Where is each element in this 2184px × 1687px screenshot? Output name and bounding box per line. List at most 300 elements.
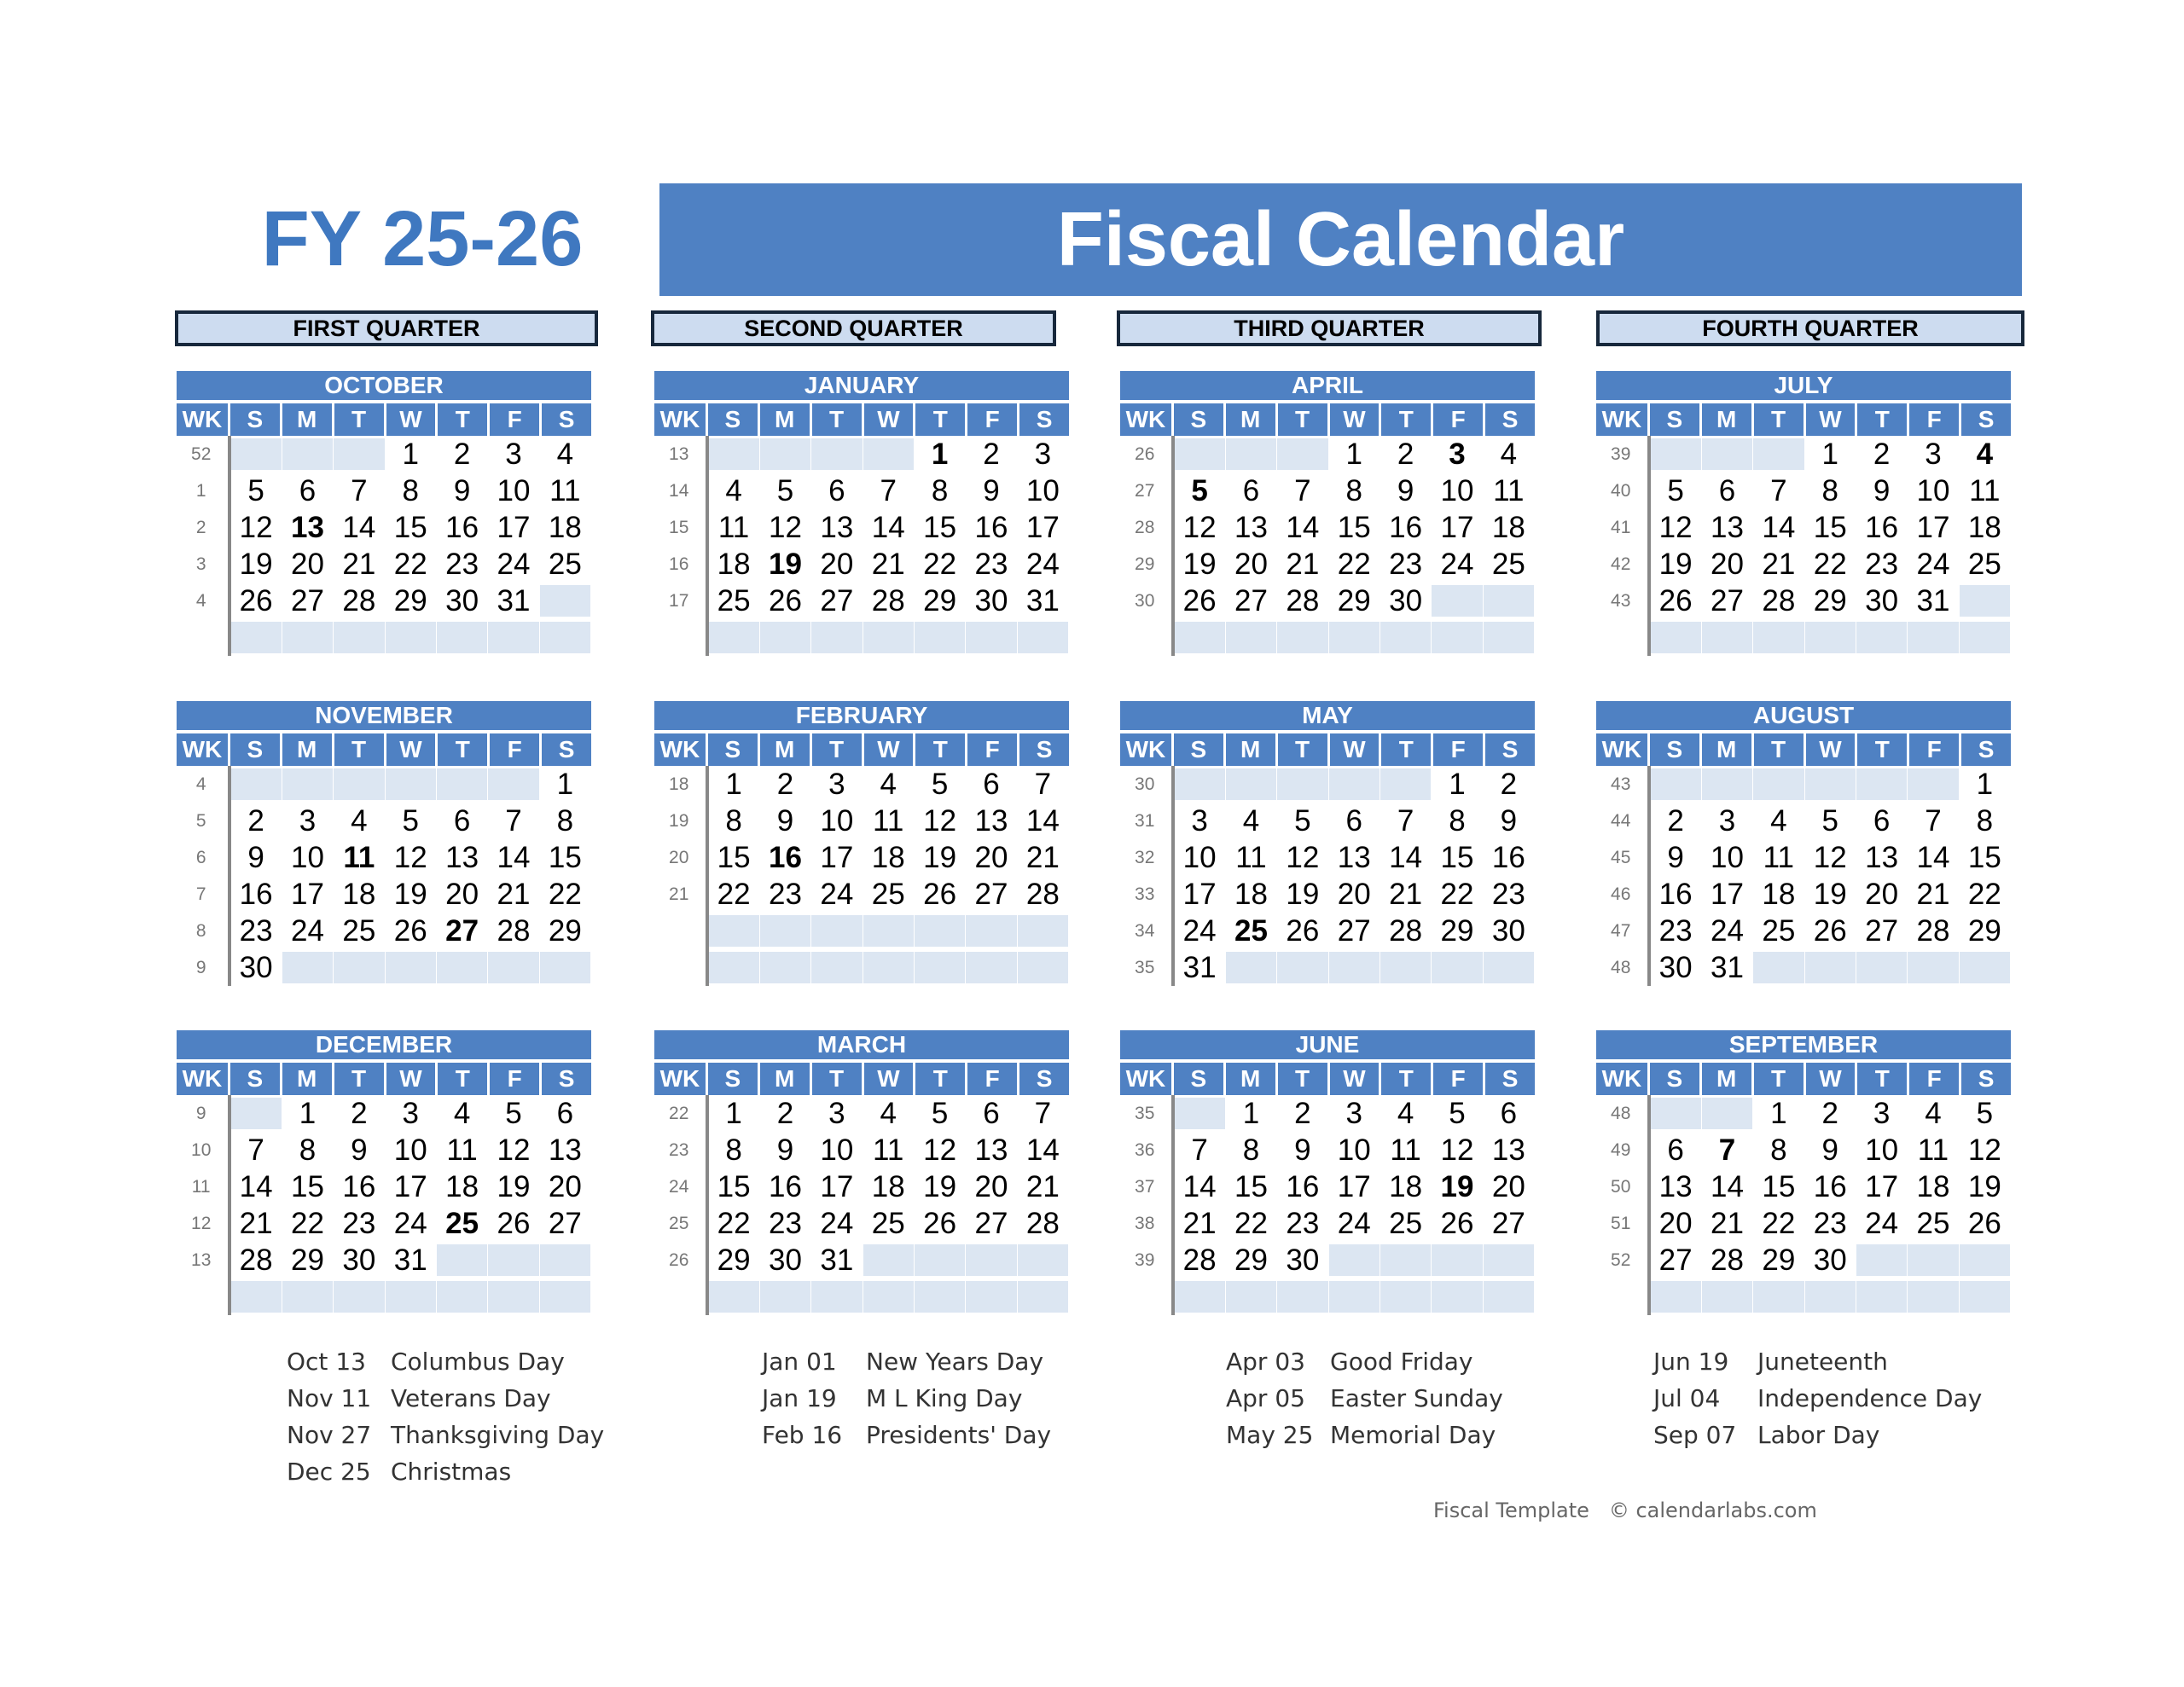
day-cell[interactable]: 1 <box>725 767 742 801</box>
day-cell[interactable]: 30 <box>1389 583 1423 617</box>
day-cell[interactable]: 20 <box>820 547 854 581</box>
day-cell[interactable]: 8 <box>299 1133 317 1167</box>
holiday-day-cell[interactable]: 7 <box>1718 1133 1736 1167</box>
day-cell[interactable]: 24 <box>1865 1206 1899 1240</box>
day-cell[interactable]: 27 <box>1865 913 1899 948</box>
day-cell[interactable]: 23 <box>1389 547 1423 581</box>
day-cell[interactable]: 2 <box>776 767 794 801</box>
day-cell[interactable]: 20 <box>1337 877 1371 911</box>
day-cell[interactable]: 13 <box>1710 510 1744 544</box>
day-cell[interactable]: 29 <box>1813 583 1847 617</box>
day-cell[interactable]: 29 <box>923 583 957 617</box>
day-cell[interactable]: 5 <box>1449 1096 1466 1130</box>
day-cell[interactable]: 11 <box>1235 840 1267 874</box>
day-cell[interactable]: 17 <box>1710 877 1744 911</box>
day-cell[interactable]: 20 <box>1658 1206 1693 1240</box>
day-cell[interactable]: 21 <box>1710 1206 1744 1240</box>
day-cell[interactable]: 16 <box>342 1169 376 1203</box>
day-cell[interactable]: 12 <box>239 510 273 544</box>
day-cell[interactable]: 18 <box>871 840 905 874</box>
day-cell[interactable]: 2 <box>1294 1096 1311 1130</box>
day-cell[interactable]: 18 <box>1916 1169 1950 1203</box>
day-cell[interactable]: 1 <box>402 437 419 471</box>
day-cell[interactable]: 9 <box>983 473 1000 507</box>
day-cell[interactable]: 27 <box>290 583 324 617</box>
day-cell[interactable]: 10 <box>1182 840 1217 874</box>
day-cell[interactable]: 2 <box>776 1096 794 1130</box>
day-cell[interactable]: 20 <box>1865 877 1899 911</box>
day-cell[interactable]: 20 <box>1234 547 1268 581</box>
day-cell[interactable]: 19 <box>239 547 273 581</box>
day-cell[interactable]: 3 <box>299 803 317 838</box>
day-cell[interactable]: 13 <box>445 840 479 874</box>
day-cell[interactable]: 24 <box>497 547 531 581</box>
day-cell[interactable]: 30 <box>1491 913 1525 948</box>
day-cell[interactable]: 3 <box>1925 437 1942 471</box>
day-cell[interactable]: 11 <box>1917 1133 1949 1167</box>
day-cell[interactable]: 11 <box>1969 473 2001 507</box>
holiday-day-cell[interactable]: 27 <box>445 913 479 948</box>
day-cell[interactable]: 16 <box>239 877 273 911</box>
day-cell[interactable]: 3 <box>1718 803 1736 838</box>
day-cell[interactable]: 15 <box>717 1169 751 1203</box>
day-cell[interactable]: 16 <box>1865 510 1899 544</box>
day-cell[interactable]: 24 <box>820 877 854 911</box>
day-cell[interactable]: 24 <box>1337 1206 1371 1240</box>
day-cell[interactable]: 26 <box>768 583 802 617</box>
day-cell[interactable]: 6 <box>1500 1096 1518 1130</box>
day-cell[interactable]: 15 <box>290 1169 324 1203</box>
day-cell[interactable]: 8 <box>931 473 949 507</box>
day-cell[interactable]: 21 <box>1762 547 1796 581</box>
day-cell[interactable]: 31 <box>1025 583 1060 617</box>
day-cell[interactable]: 4 <box>1770 803 1787 838</box>
day-cell[interactable]: 11 <box>1763 840 1794 874</box>
day-cell[interactable]: 8 <box>1770 1133 1787 1167</box>
day-cell[interactable]: 7 <box>351 473 368 507</box>
day-cell[interactable]: 1 <box>1976 767 1994 801</box>
day-cell[interactable]: 7 <box>1770 473 1787 507</box>
day-cell[interactable]: 12 <box>1182 510 1217 544</box>
day-cell[interactable]: 11 <box>446 1133 478 1167</box>
day-cell[interactable]: 31 <box>393 1243 427 1277</box>
day-cell[interactable]: 14 <box>342 510 376 544</box>
day-cell[interactable]: 17 <box>820 840 854 874</box>
day-cell[interactable]: 29 <box>717 1243 751 1277</box>
day-cell[interactable]: 28 <box>871 583 905 617</box>
day-cell[interactable]: 23 <box>768 877 802 911</box>
day-cell[interactable]: 29 <box>1234 1243 1268 1277</box>
day-cell[interactable]: 2 <box>983 437 1000 471</box>
holiday-day-cell[interactable]: 1 <box>931 437 949 471</box>
day-cell[interactable]: 17 <box>393 1169 427 1203</box>
day-cell[interactable]: 28 <box>239 1243 273 1277</box>
holiday-day-cell[interactable]: 25 <box>445 1206 479 1240</box>
day-cell[interactable]: 9 <box>1667 840 1684 874</box>
day-cell[interactable]: 4 <box>1925 1096 1942 1130</box>
day-cell[interactable]: 25 <box>871 877 905 911</box>
day-cell[interactable]: 17 <box>1337 1169 1371 1203</box>
day-cell[interactable]: 23 <box>239 913 273 948</box>
day-cell[interactable]: 15 <box>717 840 751 874</box>
day-cell[interactable]: 9 <box>1873 473 1891 507</box>
day-cell[interactable]: 23 <box>1813 1206 1847 1240</box>
day-cell[interactable]: 12 <box>768 510 802 544</box>
day-cell[interactable]: 29 <box>548 913 582 948</box>
day-cell[interactable]: 12 <box>1440 1133 1474 1167</box>
day-cell[interactable]: 9 <box>1294 1133 1311 1167</box>
day-cell[interactable]: 6 <box>983 767 1000 801</box>
day-cell[interactable]: 26 <box>1658 583 1693 617</box>
day-cell[interactable]: 19 <box>1286 877 1320 911</box>
day-cell[interactable]: 2 <box>1873 437 1891 471</box>
day-cell[interactable]: 5 <box>931 767 949 801</box>
holiday-day-cell[interactable]: 11 <box>343 840 375 874</box>
day-cell[interactable]: 6 <box>556 1096 574 1130</box>
day-cell[interactable]: 9 <box>1821 1133 1838 1167</box>
day-cell[interactable]: 5 <box>776 473 794 507</box>
day-cell[interactable]: 14 <box>1025 803 1060 838</box>
day-cell[interactable]: 25 <box>1389 1206 1423 1240</box>
day-cell[interactable]: 2 <box>1500 767 1518 801</box>
day-cell[interactable]: 13 <box>1234 510 1268 544</box>
day-cell[interactable]: 5 <box>1976 1096 1994 1130</box>
holiday-day-cell[interactable]: 19 <box>768 547 802 581</box>
day-cell[interactable]: 12 <box>1813 840 1847 874</box>
day-cell[interactable]: 2 <box>351 1096 368 1130</box>
day-cell[interactable]: 26 <box>1182 583 1217 617</box>
day-cell[interactable]: 6 <box>1718 473 1736 507</box>
day-cell[interactable]: 17 <box>1025 510 1060 544</box>
day-cell[interactable]: 3 <box>828 1096 845 1130</box>
day-cell[interactable]: 20 <box>974 1169 1008 1203</box>
day-cell[interactable]: 2 <box>1667 803 1684 838</box>
day-cell[interactable]: 30 <box>1658 950 1693 984</box>
day-cell[interactable]: 3 <box>505 437 522 471</box>
day-cell[interactable]: 24 <box>1182 913 1217 948</box>
day-cell[interactable]: 3 <box>1345 1096 1362 1130</box>
day-cell[interactable]: 7 <box>1397 803 1414 838</box>
day-cell[interactable]: 7 <box>505 803 522 838</box>
day-cell[interactable]: 28 <box>1025 1206 1060 1240</box>
day-cell[interactable]: 4 <box>880 1096 897 1130</box>
day-cell[interactable]: 22 <box>923 547 957 581</box>
day-cell[interactable]: 3 <box>1191 803 1208 838</box>
day-cell[interactable]: 13 <box>1658 1169 1693 1203</box>
day-cell[interactable]: 3 <box>402 1096 419 1130</box>
day-cell[interactable]: 18 <box>871 1169 905 1203</box>
day-cell[interactable]: 19 <box>1813 877 1847 911</box>
day-cell[interactable]: 26 <box>1967 1206 2001 1240</box>
day-cell[interactable]: 2 <box>1821 1096 1838 1130</box>
holiday-day-cell[interactable]: 13 <box>290 510 324 544</box>
day-cell[interactable]: 13 <box>974 803 1008 838</box>
day-cell[interactable]: 19 <box>497 1169 531 1203</box>
day-cell[interactable]: 30 <box>445 583 479 617</box>
day-cell[interactable]: 5 <box>1667 473 1684 507</box>
day-cell[interactable]: 1 <box>1345 437 1362 471</box>
day-cell[interactable]: 9 <box>247 840 264 874</box>
day-cell[interactable]: 28 <box>1916 913 1950 948</box>
day-cell[interactable]: 18 <box>445 1169 479 1203</box>
day-cell[interactable]: 14 <box>1762 510 1796 544</box>
day-cell[interactable]: 7 <box>1034 1096 1052 1130</box>
day-cell[interactable]: 22 <box>290 1206 324 1240</box>
day-cell[interactable]: 7 <box>880 473 897 507</box>
day-cell[interactable]: 31 <box>820 1243 854 1277</box>
day-cell[interactable]: 7 <box>1034 767 1052 801</box>
day-cell[interactable]: 19 <box>1967 1169 2001 1203</box>
day-cell[interactable]: 6 <box>1873 803 1891 838</box>
day-cell[interactable]: 22 <box>1337 547 1371 581</box>
day-cell[interactable]: 6 <box>299 473 317 507</box>
day-cell[interactable]: 16 <box>1491 840 1525 874</box>
day-cell[interactable]: 18 <box>342 877 376 911</box>
day-cell[interactable]: 31 <box>497 583 531 617</box>
day-cell[interactable]: 5 <box>247 473 264 507</box>
day-cell[interactable]: 21 <box>342 547 376 581</box>
day-cell[interactable]: 28 <box>497 913 531 948</box>
day-cell[interactable]: 2 <box>453 437 471 471</box>
day-cell[interactable]: 25 <box>1967 547 2001 581</box>
holiday-day-cell[interactable]: 5 <box>1191 473 1208 507</box>
day-cell[interactable]: 14 <box>239 1169 273 1203</box>
day-cell[interactable]: 1 <box>725 1096 742 1130</box>
day-cell[interactable]: 5 <box>505 1096 522 1130</box>
day-cell[interactable]: 30 <box>974 583 1008 617</box>
day-cell[interactable]: 29 <box>1967 913 2001 948</box>
day-cell[interactable]: 29 <box>393 583 427 617</box>
day-cell[interactable]: 10 <box>1710 840 1744 874</box>
day-cell[interactable]: 18 <box>717 547 751 581</box>
day-cell[interactable]: 10 <box>1337 1133 1371 1167</box>
day-cell[interactable]: 10 <box>820 803 854 838</box>
day-cell[interactable]: 2 <box>247 803 264 838</box>
day-cell[interactable]: 10 <box>1025 473 1060 507</box>
day-cell[interactable]: 16 <box>768 1169 802 1203</box>
day-cell[interactable]: 22 <box>548 877 582 911</box>
day-cell[interactable]: 9 <box>1397 473 1414 507</box>
day-cell[interactable]: 5 <box>402 803 419 838</box>
day-cell[interactable]: 19 <box>393 877 427 911</box>
day-cell[interactable]: 23 <box>768 1206 802 1240</box>
day-cell[interactable]: 21 <box>1389 877 1423 911</box>
day-cell[interactable]: 21 <box>1916 877 1950 911</box>
day-cell[interactable]: 13 <box>1491 1133 1525 1167</box>
day-cell[interactable]: 9 <box>351 1133 368 1167</box>
day-cell[interactable]: 21 <box>1182 1206 1217 1240</box>
day-cell[interactable]: 14 <box>1182 1169 1217 1203</box>
day-cell[interactable]: 8 <box>725 1133 742 1167</box>
day-cell[interactable]: 6 <box>1242 473 1260 507</box>
day-cell[interactable]: 27 <box>548 1206 582 1240</box>
day-cell[interactable]: 13 <box>820 510 854 544</box>
day-cell[interactable]: 20 <box>290 547 324 581</box>
day-cell[interactable]: 29 <box>1440 913 1474 948</box>
day-cell[interactable]: 6 <box>1667 1133 1684 1167</box>
day-cell[interactable]: 15 <box>1337 510 1371 544</box>
day-cell[interactable]: 7 <box>1191 1133 1208 1167</box>
day-cell[interactable]: 5 <box>1821 803 1838 838</box>
day-cell[interactable]: 4 <box>351 803 368 838</box>
day-cell[interactable]: 16 <box>445 510 479 544</box>
day-cell[interactable]: 28 <box>1025 877 1060 911</box>
day-cell[interactable]: 3 <box>828 767 845 801</box>
day-cell[interactable]: 10 <box>497 473 531 507</box>
day-cell[interactable]: 27 <box>1710 583 1744 617</box>
day-cell[interactable]: 11 <box>1493 473 1525 507</box>
day-cell[interactable]: 27 <box>974 877 1008 911</box>
day-cell[interactable]: 13 <box>1337 840 1371 874</box>
day-cell[interactable]: 11 <box>717 510 750 544</box>
day-cell[interactable]: 29 <box>1762 1243 1796 1277</box>
day-cell[interactable]: 28 <box>1286 583 1320 617</box>
day-cell[interactable]: 31 <box>1916 583 1950 617</box>
day-cell[interactable]: 30 <box>1286 1243 1320 1277</box>
day-cell[interactable]: 4 <box>725 473 742 507</box>
day-cell[interactable]: 15 <box>1967 840 2001 874</box>
day-cell[interactable]: 8 <box>1345 473 1362 507</box>
day-cell[interactable]: 15 <box>1440 840 1474 874</box>
day-cell[interactable]: 23 <box>1286 1206 1320 1240</box>
day-cell[interactable]: 27 <box>1337 913 1371 948</box>
day-cell[interactable]: 12 <box>393 840 427 874</box>
day-cell[interactable]: 14 <box>1916 840 1950 874</box>
day-cell[interactable]: 17 <box>497 510 531 544</box>
day-cell[interactable]: 7 <box>1294 473 1311 507</box>
day-cell[interactable]: 25 <box>1916 1206 1950 1240</box>
day-cell[interactable]: 30 <box>1813 1243 1847 1277</box>
day-cell[interactable]: 5 <box>1294 803 1311 838</box>
day-cell[interactable]: 25 <box>717 583 751 617</box>
day-cell[interactable]: 13 <box>548 1133 582 1167</box>
day-cell[interactable]: 3 <box>1034 437 1052 471</box>
day-cell[interactable]: 10 <box>820 1133 854 1167</box>
day-cell[interactable]: 9 <box>1500 803 1518 838</box>
day-cell[interactable]: 7 <box>1925 803 1942 838</box>
day-cell[interactable]: 1 <box>1449 767 1466 801</box>
day-cell[interactable]: 11 <box>873 803 904 838</box>
holiday-day-cell[interactable]: 3 <box>1449 437 1466 471</box>
day-cell[interactable]: 21 <box>497 877 531 911</box>
day-cell[interactable]: 25 <box>342 913 376 948</box>
day-cell[interactable]: 15 <box>1813 510 1847 544</box>
day-cell[interactable]: 19 <box>923 840 957 874</box>
day-cell[interactable]: 26 <box>1813 913 1847 948</box>
day-cell[interactable]: 15 <box>923 510 957 544</box>
day-cell[interactable]: 30 <box>1865 583 1899 617</box>
day-cell[interactable]: 24 <box>393 1206 427 1240</box>
day-cell[interactable]: 11 <box>873 1133 904 1167</box>
day-cell[interactable]: 13 <box>974 1133 1008 1167</box>
day-cell[interactable]: 16 <box>1658 877 1693 911</box>
day-cell[interactable]: 16 <box>1813 1169 1847 1203</box>
day-cell[interactable]: 28 <box>1389 913 1423 948</box>
day-cell[interactable]: 8 <box>402 473 419 507</box>
day-cell[interactable]: 4 <box>1397 1096 1414 1130</box>
day-cell[interactable]: 10 <box>1440 473 1474 507</box>
day-cell[interactable]: 15 <box>393 510 427 544</box>
day-cell[interactable]: 9 <box>776 1133 794 1167</box>
day-cell[interactable]: 18 <box>1389 1169 1423 1203</box>
day-cell[interactable]: 25 <box>1491 547 1525 581</box>
day-cell[interactable]: 14 <box>871 510 905 544</box>
day-cell[interactable]: 23 <box>1491 877 1525 911</box>
day-cell[interactable]: 26 <box>1440 1206 1474 1240</box>
day-cell[interactable]: 22 <box>1440 877 1474 911</box>
day-cell[interactable]: 29 <box>290 1243 324 1277</box>
day-cell[interactable]: 25 <box>548 547 582 581</box>
day-cell[interactable]: 20 <box>1491 1169 1525 1203</box>
day-cell[interactable]: 10 <box>393 1133 427 1167</box>
holiday-day-cell[interactable]: 4 <box>1976 437 1994 471</box>
day-cell[interactable]: 28 <box>1762 583 1796 617</box>
day-cell[interactable]: 10 <box>290 840 324 874</box>
day-cell[interactable]: 17 <box>820 1169 854 1203</box>
day-cell[interactable]: 1 <box>299 1096 317 1130</box>
day-cell[interactable]: 18 <box>1491 510 1525 544</box>
day-cell[interactable]: 23 <box>1658 913 1693 948</box>
day-cell[interactable]: 14 <box>497 840 531 874</box>
day-cell[interactable]: 18 <box>1762 877 1796 911</box>
day-cell[interactable]: 8 <box>1242 1133 1260 1167</box>
day-cell[interactable]: 12 <box>923 1133 957 1167</box>
day-cell[interactable]: 28 <box>342 583 376 617</box>
day-cell[interactable]: 27 <box>1658 1243 1693 1277</box>
day-cell[interactable]: 24 <box>1710 913 1744 948</box>
day-cell[interactable]: 21 <box>239 1206 273 1240</box>
day-cell[interactable]: 20 <box>1710 547 1744 581</box>
day-cell[interactable]: 21 <box>871 547 905 581</box>
day-cell[interactable]: 8 <box>1976 803 1994 838</box>
day-cell[interactable]: 18 <box>1234 877 1268 911</box>
day-cell[interactable]: 21 <box>1025 840 1060 874</box>
day-cell[interactable]: 1 <box>1242 1096 1260 1130</box>
day-cell[interactable]: 27 <box>974 1206 1008 1240</box>
day-cell[interactable]: 24 <box>1440 547 1474 581</box>
day-cell[interactable]: 14 <box>1389 840 1423 874</box>
day-cell[interactable]: 23 <box>342 1206 376 1240</box>
day-cell[interactable]: 28 <box>1710 1243 1744 1277</box>
day-cell[interactable]: 7 <box>247 1133 264 1167</box>
day-cell[interactable]: 4 <box>1242 803 1260 838</box>
day-cell[interactable]: 26 <box>923 1206 957 1240</box>
day-cell[interactable]: 22 <box>1967 877 2001 911</box>
day-cell[interactable]: 8 <box>1449 803 1466 838</box>
day-cell[interactable]: 19 <box>1182 547 1217 581</box>
day-cell[interactable]: 1 <box>556 767 574 801</box>
day-cell[interactable]: 22 <box>717 1206 751 1240</box>
day-cell[interactable]: 20 <box>974 840 1008 874</box>
day-cell[interactable]: 26 <box>239 583 273 617</box>
day-cell[interactable]: 21 <box>1286 547 1320 581</box>
day-cell[interactable]: 27 <box>1491 1206 1525 1240</box>
day-cell[interactable]: 25 <box>1762 913 1796 948</box>
day-cell[interactable]: 2 <box>1397 437 1414 471</box>
day-cell[interactable]: 30 <box>768 1243 802 1277</box>
day-cell[interactable]: 14 <box>1286 510 1320 544</box>
day-cell[interactable]: 1 <box>1821 437 1838 471</box>
day-cell[interactable]: 27 <box>1234 583 1268 617</box>
day-cell[interactable]: 29 <box>1337 583 1371 617</box>
day-cell[interactable]: 6 <box>1345 803 1362 838</box>
day-cell[interactable]: 13 <box>1865 840 1899 874</box>
day-cell[interactable]: 12 <box>1658 510 1693 544</box>
day-cell[interactable]: 12 <box>1286 840 1320 874</box>
day-cell[interactable]: 26 <box>497 1206 531 1240</box>
day-cell[interactable]: 18 <box>1967 510 2001 544</box>
day-cell[interactable]: 17 <box>1865 1169 1899 1203</box>
